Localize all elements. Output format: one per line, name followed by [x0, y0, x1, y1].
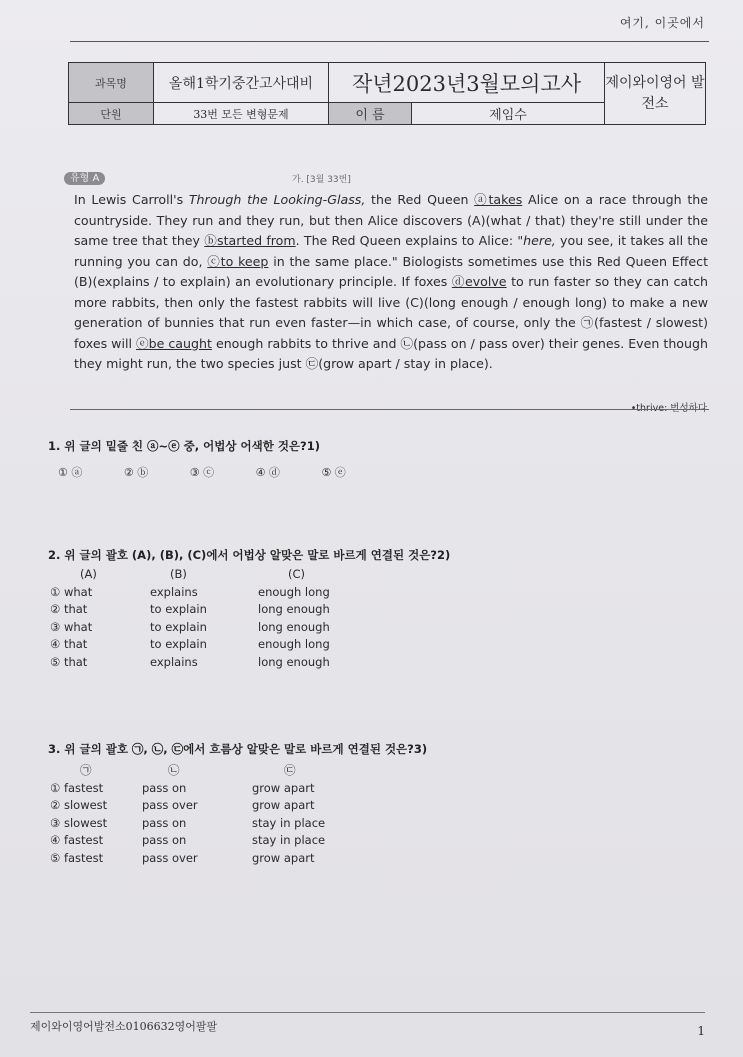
name-label: 이 름 — [329, 103, 412, 125]
question-2-stem: 2. 위 글의 괄호 (A), (B), (C)에서 어법상 알맞은 말로 바르게 연결된 것은?2) — [48, 548, 451, 562]
underline-c: ⓒto keep — [207, 253, 269, 269]
question-1-stem: 1. 위 글의 밑줄 친 ⓐ~ⓔ 중, 어법상 어색한 것은?1) — [48, 439, 320, 453]
q2-header-c: (C) — [288, 567, 306, 581]
footer-text: 제이와이영어발전소0106632영어팔팔 — [30, 1020, 218, 1033]
underline-e: ⓔbe caught — [135, 335, 212, 351]
question-1-options — [58, 464, 384, 480]
q3-header-2: ㉡ — [168, 763, 180, 777]
book-title: Through the Looking-Glass, — [188, 192, 366, 207]
q1-option-4[interactable]: ④ ⓓ — [255, 466, 280, 479]
q1-option-3[interactable]: ③ ⓒ — [189, 466, 215, 479]
top-divider — [70, 41, 709, 42]
header-note: 여기, 이곳에서 — [619, 16, 705, 30]
footer-divider — [30, 1012, 705, 1013]
q1-option-5[interactable]: ⑤ ⓔ — [321, 466, 346, 479]
unit-value: 33번 모든 변형문제 — [154, 103, 329, 125]
q2-header-a: (A) — [80, 567, 97, 581]
q2-header-b: (B) — [170, 567, 187, 581]
glossary-note: •thrive: 번성하다 — [630, 403, 707, 414]
question-3-stem: 3. 위 글의 괄호 ㉠, ㉡, ㉢에서 흐름상 알맞은 말로 바르게 연결된 것은?3) — [48, 742, 428, 756]
subject-label: 과목명 — [69, 63, 154, 103]
underline-d: ⓓevolve — [451, 274, 507, 289]
worksheet-page: 여기, 이곳에서 과목명 올해1학기중간고사대비 작년2023년3월모의고사 제이와이영어 발전소 단원 33번 모든 변형문제 이 름 제임수 유형 A 가. [3월 33번] In Lewis Carroll's Through the Looking-Glass, the Red Queen ⓐtakes Alice on a race through the countryside. They run and they run, but then Alice discovers (A)(what / that) they're still under the same tree that they ⓑstarted from. The Red Queen explains to Alice: "here, you see, it takes all the running you can do, ⓒto keep in the same place." Biologists sometimes use this Red Queen Effect (B)(explains / to explain) an evolutionary principle. If foxes ⓓevolve to run faster so they can catch more rabbits, then only the fastest rabbits will live (C)(long enough / enough long) to make a new generation of bunnies that run even faster—in which case, of course, only the ㉠(fastest / slowest) foxes will ⓔbe caught enough rabbits to thrive and ㉡(pass on / pass over) their genes. Even though they might run, the two species just ㉢(grow apart / stay in place). •thrive: 번성하다 1. 위 글의 밑줄 친 ⓐ~ⓔ 중, 어법상 어색한 것은?1) ① ⓐ ② ⓑ ③ ⓒ ④ ⓓ ⑤ ⓔ 2. 위 글의 괄호 (A), (B), (C)에서 어법상 알맞은 말로 바르게 연결된 것은?2) (A) (B) (C) ① what explains enough long ② that to explain long enough ③ what to explain long enough ④ that to explain enough long ⑤ that explains long enough 3. 위 글의 괄호 ㉠, ㉡, ㉢에서 흐름상 알맞은 말로 바르게 연결된 것은?3) ㉠ ㉡ ㉢ ① fastest pass on grow apart ② slowest pass over grow apart ③ slowest pass on stay in place ④ fastest pass on stay in place ⑤ fastest pass over grow apart 제이와이영어발전소0106632영어팔팔 1 — [0, 0, 743, 1057]
academy-name: 제이와이영어 발전소 — [605, 63, 706, 125]
reading-passage: In Lewis Carroll's Through the Looking-Glass, the Red Queen ⓐtakes Alice on a race through the countryside. They run and they run, but then Alice discovers (A)(what / that) they're still under the same tree that they ⓑstarted from. The Red Queen explains to Alice: "here, you see, it takes all the running you can do, ⓒto keep in the same place." Biologists sometimes use this Red Queen Effect (B)(explains / to explain) an evolutionary principle. If foxes ⓓevolve to run faster so they can catch more rabbits, then only the fastest rabbits will live (C)(long enough / enough long) to make a new generation of bunnies that run even faster—in which case, of course, only the ㉠(fastest / slowest) foxes will ⓔbe caught enough rabbits to thrive and ㉡(pass on / pass over) their genes. Even though they might run, the two species just ㉢(grow apart / stay in place). — [74, 192, 709, 371]
passage-divider — [70, 409, 709, 410]
source-label: 가. [3월 33번] — [292, 175, 351, 185]
underline-a: ⓐtakes — [474, 192, 523, 207]
name-value: 제임수 — [412, 103, 605, 125]
info-table — [68, 62, 706, 125]
q1-option-1[interactable]: ① ⓐ — [58, 466, 83, 479]
underline-b: ⓑstarted from — [204, 233, 296, 248]
page-number: 1 — [697, 1024, 705, 1038]
q3-header-1: ㉠ — [80, 763, 92, 777]
type-tag: 유형 A — [64, 172, 105, 185]
exam-title: 작년2023년3월모의고사 — [329, 63, 605, 103]
unit-label: 단원 — [69, 103, 154, 125]
q3-header-3: ㉢ — [284, 763, 296, 777]
subject-value: 올해1학기중간고사대비 — [154, 63, 329, 103]
q1-option-2[interactable]: ② ⓑ — [123, 466, 149, 479]
